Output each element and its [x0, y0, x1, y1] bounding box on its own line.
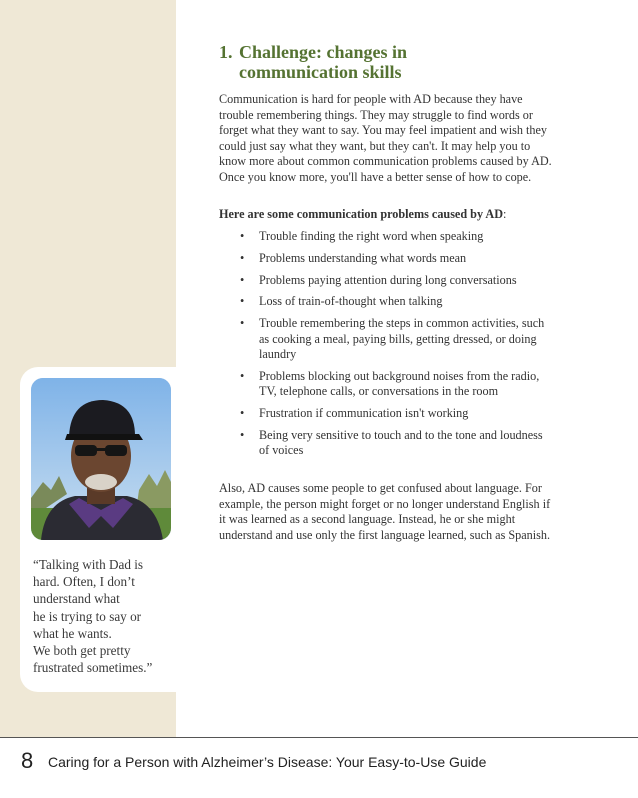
pull-quote: “Talking with Dad is hard. Often, I don’t understand what he is trying to say or what he wants. We both get pretty frustrated sometimes.”: [33, 557, 153, 676]
running-footer-title: Caring for a Person with Alzheimer’s Disease: Your Easy-to-Use Guide: [48, 754, 487, 770]
list-item-text: Being very sensitive to touch and to the tone and loudness of voices: [259, 427, 543, 458]
list-item-text: Problems understanding what words mean: [259, 250, 467, 265]
list-item-text: Problems blocking out background noises from the radio, TV, telephone calls, or conversations in the room: [259, 368, 540, 399]
list-item: [240, 294, 550, 309]
bullet-icon: •: [240, 368, 245, 383]
bullet-icon: •: [240, 406, 245, 420]
list-item-text: Trouble finding the right word when speaking: [259, 229, 484, 243]
intro-paragraph: Communication is hard for people with AD because they have trouble remembering things. They may struggle to find words or forget what they want to say. You may feel impatient and wish they could just say what they want, but they can't. It may help you to know more about common communication problems caused by AD. Once you know more, you'll have a better sense of how to cope.: [219, 92, 552, 184]
page-number: 8: [21, 748, 34, 773]
language-paragraph: Also, AD causes some people to get confused about language. For example, the person might forget or no longer understand English if it was learned as a second language. Instead, he or she might understand and use only the first language learned, such as Spanish.: [219, 481, 551, 542]
bullet-icon: •: [240, 427, 245, 442]
list-item-text: Problems paying attention during long conversations: [259, 272, 517, 287]
list-item: [240, 316, 550, 362]
bullet-icon: •: [240, 229, 245, 243]
list-item: [240, 369, 550, 400]
list-item: [240, 406, 550, 421]
list-intro-bold: Here are some communication problems caused by AD: [219, 207, 504, 221]
photo-illustration: [31, 378, 171, 540]
footer-divider: [0, 737, 638, 738]
list-item: [240, 428, 550, 459]
bullet-icon: •: [240, 250, 245, 265]
list-item: [240, 273, 550, 288]
problem-list: [240, 229, 550, 465]
bullet-icon: •: [240, 272, 245, 287]
list-intro-suffix: :: [503, 207, 507, 221]
caregiver-photo: [31, 378, 171, 540]
list-item-text: Trouble remembering the steps in common activities, such as cooking a meal, paying bills, getting dressed, or doing laundry: [259, 316, 545, 361]
list-item: [240, 229, 550, 244]
list-intro: [219, 207, 553, 223]
bullet-icon: •: [240, 316, 245, 331]
list-item-text: Loss of train-of-thought when talking: [259, 294, 443, 309]
bullet-icon: •: [240, 294, 245, 309]
section-title: Challenge: changes in communication skills: [239, 42, 408, 82]
list-item-text: Frustration if communication isn't working: [259, 406, 469, 420]
section-number: 1.: [219, 42, 233, 62]
list-item: [240, 251, 550, 266]
